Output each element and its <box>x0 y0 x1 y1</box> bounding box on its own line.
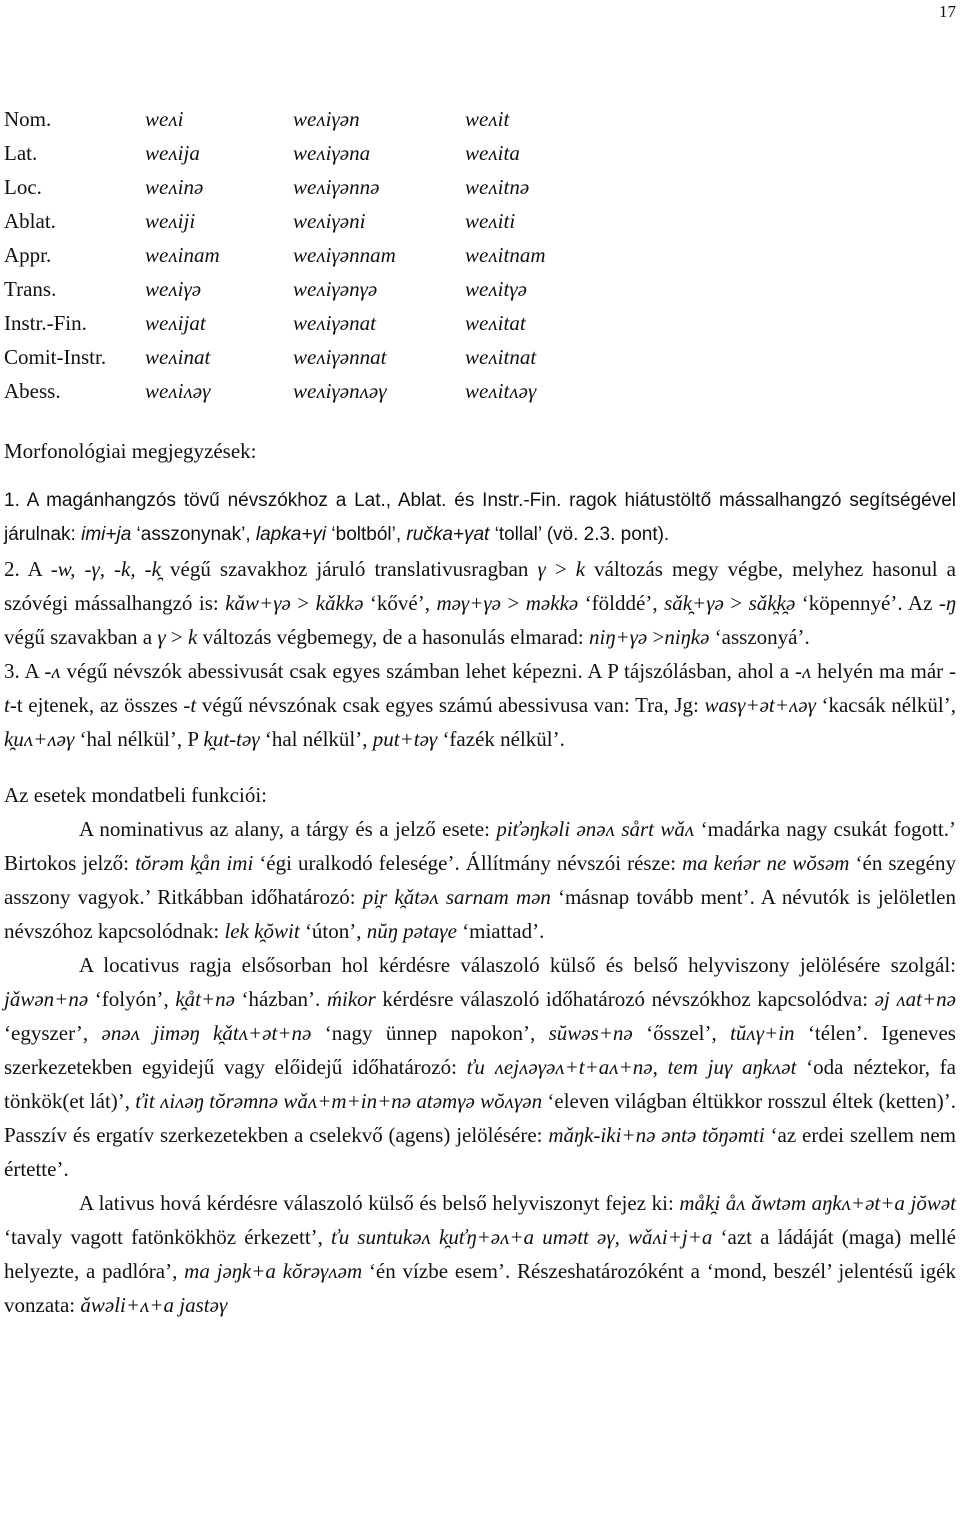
case-label: Loc. <box>4 175 42 199</box>
paradigm-row <box>4 374 545 408</box>
dual-form: weʌiγəna <box>293 141 371 165</box>
case-label: Lat. <box>4 141 38 165</box>
plural-form: weʌitat <box>465 311 526 335</box>
paradigm-row <box>4 238 545 272</box>
paradigm-row <box>4 102 545 136</box>
lative-paragraph: A lativus hová kérdésre válaszoló külső és belső helyviszonyt fejez ki: måk̯i åʌ ǎwtəm aŋkʌ+ət+a jŏwət ‘tavaly vagott fatönkökhöz érkezett’, ťu suntukəʌ k̯uťŋ+əʌ+a umətt əγ, wǎʌi+j+a ‘azt a ládáját (maga) mellé helyezte, a padlóra’, ma jəŋk+a kŏrəγʌəm ‘én vízbe esem’. Részeshatározóként a ‘mond, beszél’ jelentésű igék vonzata: ǎwəli+ʌ+a jastəγ <box>4 1191 957 1317</box>
plural-form: weʌitʌəγ <box>465 379 537 403</box>
paradigm-row <box>4 340 545 374</box>
main-text <box>4 434 956 1322</box>
singular-form: weʌiʌəγ <box>145 379 211 403</box>
paradigm-row <box>4 272 545 306</box>
dual-form: weʌiγənʌəγ <box>293 379 387 403</box>
plural-form: weʌiti <box>465 209 516 233</box>
case-label: Appr. <box>4 243 52 267</box>
singular-form: weʌinam <box>145 243 220 267</box>
note-2: 2. A -w, -γ, -k, -k̯ végű szavakhoz járuló translativusragban γ > k változás megy végbe, melyhez hasonul a szóvégi mássalhangzó is: kǎw+γə > kǎkkə ‘kővé’, məγ+γə > məkkə ‘földdé’, sǎk̯+γə > sǎk̯k̯ə ‘köpennyé’. Az -ŋ végű szavakban a γ > k változás végbemegy, de a hasonulás elmarad: niŋ+γə >niŋkə ‘asszonyá’. <box>4 557 957 649</box>
dual-form: weʌiγənnat <box>293 345 387 369</box>
case-label: Trans. <box>4 277 57 301</box>
case-label: Abess. <box>4 379 61 403</box>
plural-form: weʌitnat <box>465 345 537 369</box>
dual-form: weʌiγənat <box>293 311 376 335</box>
singular-form: weʌiji <box>145 209 196 233</box>
plural-form: weʌita <box>465 141 520 165</box>
case-label: Ablat. <box>4 209 56 233</box>
dual-form: weʌiγənnam <box>293 243 396 267</box>
case-functions-heading: Az esetek mondatbeli funkciói: <box>4 783 268 807</box>
dual-form: weʌiγənnə <box>293 175 380 199</box>
plural-form: weʌitnam <box>465 243 546 267</box>
singular-form: weʌijat <box>145 311 206 335</box>
singular-form: weʌija <box>145 141 200 165</box>
case-label: Nom. <box>4 107 52 131</box>
dual-form: weʌiγənγə <box>293 277 378 301</box>
case-label: Comit-Instr. <box>4 345 107 369</box>
note-1: 1. A magánhangzós tövű névszókhoz a Lat., Ablat. és Instr.-Fin. ragok hiátustöltő mássalhangzó segítségével járulnak: imi+ja ‘asszonynak’, lapka+γi ‘boltból’, ručka+γat ‘tollal’ (vö. 2.3. pont). <box>4 490 956 545</box>
singular-form: weʌi <box>145 107 184 131</box>
paradigm-row <box>4 204 545 238</box>
paradigm-row <box>4 306 545 340</box>
dual-form: weʌiγən <box>293 107 360 131</box>
dual-form: weʌiγəni <box>293 209 366 233</box>
paradigm-table <box>4 102 545 408</box>
case-label: Instr.-Fin. <box>4 311 87 335</box>
note-3: 3. A -ʌ végű névszók abessivusát csak egyes számban lehet képezni. A P tájszólásban, ahol a -ʌ helyén ma már -t-t ejtenek, az összes -t végű névszónak csak egyes számú abessivusa van: Tra, Jg: wasγ+ət+ʌəγ ‘kacsák nélkül’, k̯uʌ+ʌəγ ‘hal nélkül’, P k̯ut-təγ ‘hal nélkül’, put+təγ ‘fazék nélkül’. <box>4 659 956 751</box>
morphophonology-heading: Morfonológiai megjegyzések: <box>4 439 257 463</box>
locative-paragraph: A locativus ragja elsősorban hol kérdésre válaszoló külső és belső helyviszony jelölésére szolgál: jǎwən+nə ‘folyón’, k̯åt+nə ‘házban’. ḿikor kérdésre válaszoló időhatározó névszókhoz kapcsolódva: əj ʌat+nə ‘egyszer’, ənəʌ jiməŋ k̯ǎtʌ+ət+nə ‘nagy ünnep napokon’, sŭwəs+nə ‘ősszel’, tŭʌγ+in ‘télen’. Igeneves szerkezetekben egyidejű vagy előidejű időhatározó: ťu ʌejʌəγəʌ+t+aʌ+nə, tem juγ aŋkʌət ‘oda néztekor, fa tönkök(et lát)’, ťit ʌiʌəŋ tŏrəmnə wǎʌ+m+in+nə atəmγə wŏʌγən ‘eleven világban éltükkor rosszul éltek (ketten)’. Passzív és ergatív szerkezetekben a cselekvő (agens) jelölésére: mǎŋk-iki+nə əntə tŏŋəmti ‘az erdei szellem nem értette’. <box>4 953 956 1181</box>
paradigm-row <box>4 170 545 204</box>
singular-form: weʌinə <box>145 175 204 199</box>
singular-form: weʌiγə <box>145 277 202 301</box>
plural-form: weʌit <box>465 107 510 131</box>
plural-form: weʌitnə <box>465 175 530 199</box>
singular-form: weʌinat <box>145 345 211 369</box>
page-number: 17 <box>939 2 956 21</box>
plural-form: weʌitγə <box>465 277 527 301</box>
nominative-paragraph: A nominativus az alany, a tárgy és a jelző esete: piťəŋkəli ənəʌ sårt wǎʌ ‘madárka nagy csukát fogott.’ Birtokos jelző: tŏrəm k̯ån imi ‘égi uralkodó felesége’. Állítmány névszói része: ma keńər ne wŏsəm ‘én szegény asszony vagyok.’ Ritkábban időhatározó: pi̯r k̯ǎtəʌ sarnam mən ‘másnap tovább ment’. A névutók is jelöletlen névszóhoz kapcsolódnak: lek k̯ŏwit ‘úton’, nŭŋ pətaγe ‘miattad’. <box>4 817 956 943</box>
paradigm-row <box>4 136 545 170</box>
